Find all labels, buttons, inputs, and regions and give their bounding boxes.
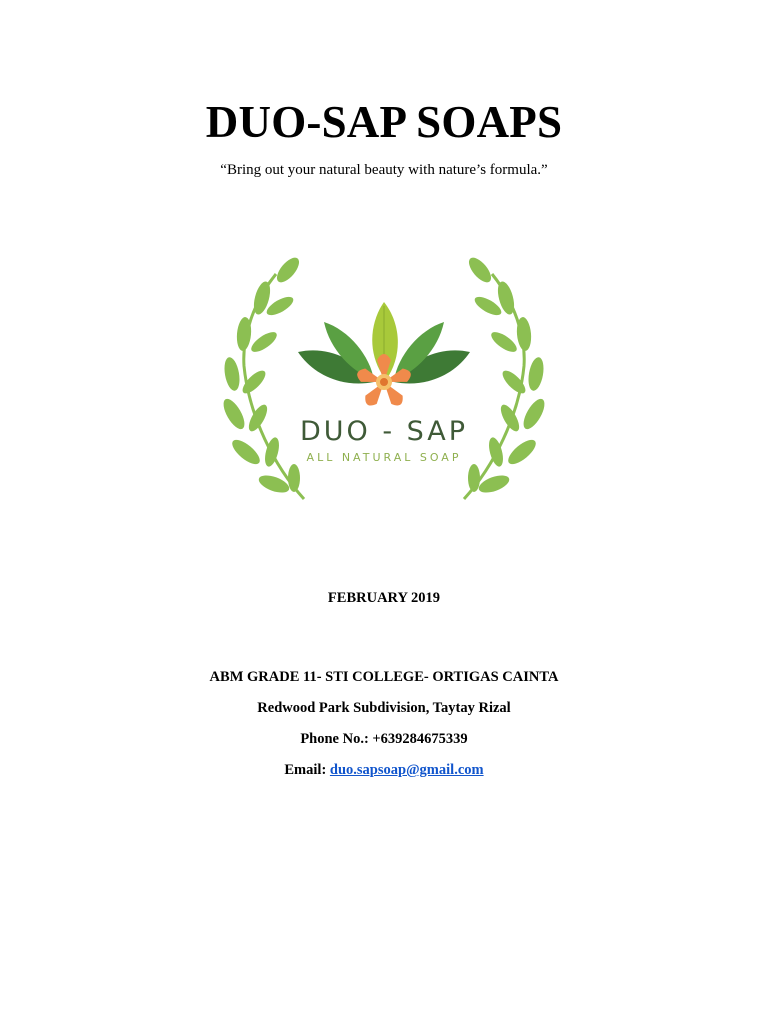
logo-name: DUO - SAP <box>299 416 469 447</box>
address-line: Redwood Park Subdivision, Taytay Rizal <box>257 700 511 716</box>
laurel-left-icon <box>219 256 304 499</box>
document-date: FEBRUARY 2019 <box>327 590 441 606</box>
phone-line <box>0 729 768 749</box>
phone-value: +639284675339 <box>372 731 468 747</box>
email-line <box>0 760 768 780</box>
phone-label: Phone No.: <box>300 731 369 747</box>
laurel-right-icon <box>464 256 549 499</box>
school-line: ABM GRADE 11- STI COLLEGE- ORTIGAS CAINTA <box>209 669 559 685</box>
tagline: “Bring out your natural beauty with nature’s formula.” <box>220 162 548 178</box>
email-label: Email: <box>284 762 327 778</box>
logo-subtitle: ALL NATURAL SOAP <box>306 451 462 464</box>
email-link[interactable]: duo.sapsoap@gmail.com <box>329 762 484 778</box>
duo-sap-logo <box>214 256 554 508</box>
document-title: DUO-SAP SOAPS <box>205 97 563 147</box>
